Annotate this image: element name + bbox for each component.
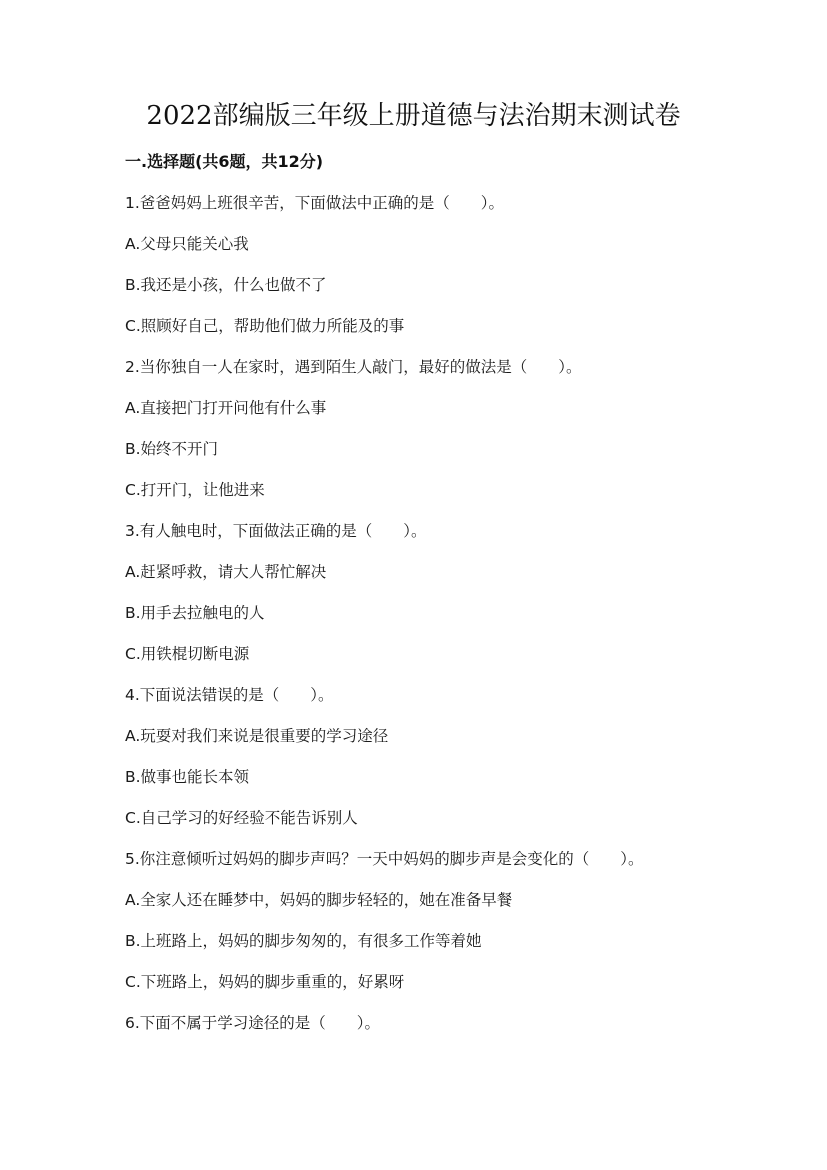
- question-stem-2: 2.当你独自一人在家时，遇到陌生人敲门，最好的做法是（ ）。: [125, 358, 582, 376]
- question-stem-1: 1.爸爸妈妈上班很辛苦，下面做法中正确的是（ ）。: [125, 194, 505, 212]
- question-2-option-b: B.始终不开门: [125, 440, 219, 458]
- section-heading: 一.选择题(共6题，共12分): [125, 152, 324, 171]
- question-stem-4: 4.下面说法错误的是（ ）。: [125, 686, 334, 704]
- question-stem-5: 5.你注意倾听过妈妈的脚步声吗？一天中妈妈的脚步声是会变化的（ ）。: [125, 850, 644, 868]
- question-5-option-c: C.下班路上，妈妈的脚步重重的，好累呀: [125, 973, 405, 991]
- question-1-option-b: B.我还是小孩，什么也做不了: [125, 276, 327, 294]
- question-3-option-c: C.用铁棍切断电源: [125, 645, 250, 663]
- document-title: 2022部编版三年级上册道德与法治期末测试卷: [146, 101, 681, 131]
- question-4-option-c: C.自己学习的好经验不能告诉别人: [125, 809, 358, 827]
- question-stem-3: 3.有人触电时，下面做法正确的是（ ）。: [125, 522, 427, 540]
- question-2-option-c: C.打开门，让他进来: [125, 481, 265, 499]
- question-3-option-a: A.赶紧呼救，请大人帮忙解决: [125, 563, 327, 581]
- question-5-option-b: B.上班路上，妈妈的脚步匆匆的，有很多工作等着她: [125, 932, 482, 950]
- question-5-option-a: A.全家人还在睡梦中，妈妈的脚步轻轻的，她在准备早餐: [125, 891, 513, 909]
- question-3-option-b: B.用手去拉触电的人: [125, 604, 265, 622]
- question-1-option-c: C.照顾好自己，帮助他们做力所能及的事: [125, 317, 405, 335]
- question-2-option-a: A.直接把门打开问他有什么事: [125, 399, 327, 417]
- question-4-option-a: A.玩耍对我们来说是很重要的学习途径: [125, 727, 389, 745]
- question-stem-6: 6.下面不属于学习途径的是（ ）。: [125, 1014, 381, 1032]
- question-1-option-a: A.父母只能关心我: [125, 235, 249, 253]
- question-4-option-b: B.做事也能长本领: [125, 768, 250, 786]
